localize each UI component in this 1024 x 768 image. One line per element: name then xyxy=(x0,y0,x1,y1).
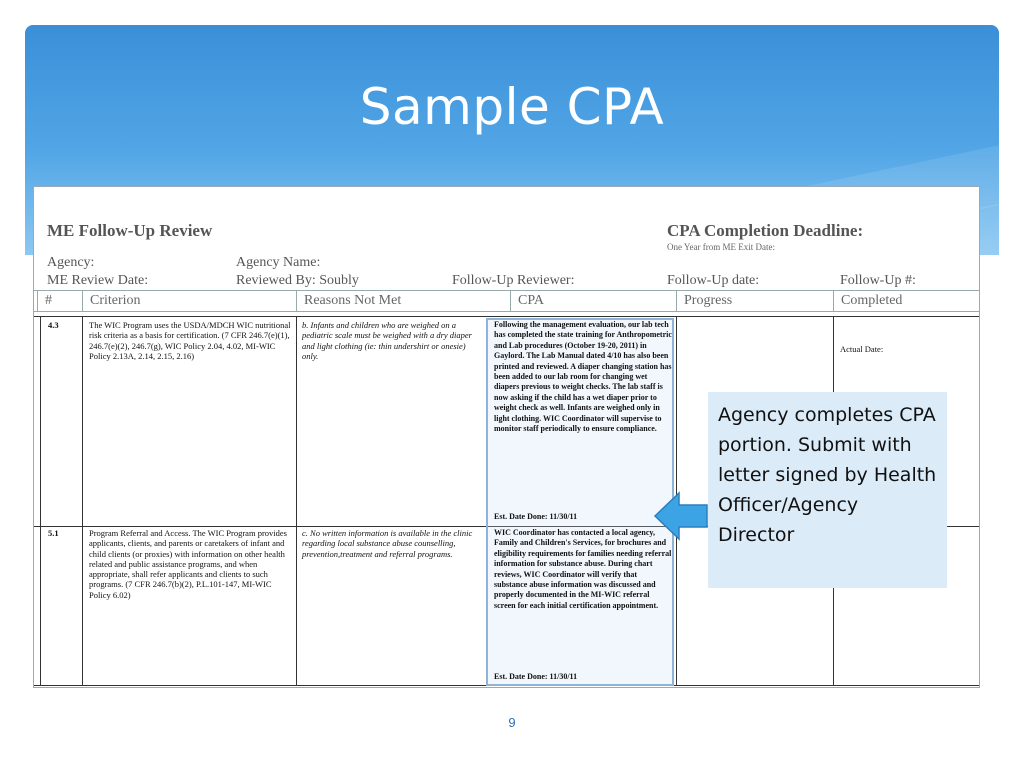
header-completed: Completed xyxy=(833,291,979,311)
row2-est-date: Est. Date Done: 11/30/11 xyxy=(494,672,578,681)
header-reasons: Reasons Not Met xyxy=(296,291,510,311)
row1-est-date: Est. Date Done: 11/30/11 xyxy=(494,512,578,521)
row1-criterion: The WIC Program uses the USDA/MDCH WIC nutritional risk criteria as a basis for certification. (7 CFR 246.7(e)(1), 246.7(e)(2), 246.7(g), WIC Policy 2.04, 4.02, MI-WIC Policy 2.13A, 2.14, 2.15, 2.16) xyxy=(89,320,291,361)
meta-agency-name: Agency Name: xyxy=(236,255,321,270)
meta-me-review-date: ME Review Date: xyxy=(47,273,149,288)
row1-num: 4.3 xyxy=(48,320,59,330)
table-header-row xyxy=(34,290,979,312)
slide-title: Sample CPA xyxy=(359,78,665,136)
document-right-title: CPA Completion Deadline: xyxy=(667,221,864,240)
header-progress: Progress xyxy=(676,291,833,311)
page-number: 9 xyxy=(508,715,516,730)
callout-box xyxy=(708,392,947,588)
table-rule xyxy=(34,316,979,317)
header-num: # xyxy=(37,291,82,311)
meta-follow-up-date: Follow-Up date: xyxy=(667,273,760,288)
row1-cpa: Following the management evaluation, our lab tech has completed the state training for Anthropometric and Lab procedures (October 19-20, 2011) in Gaylord. The Lab Manual dated 4/10 has also been printed and reviewed. A diaper changing station has been added to our lab room for changing wet diapers previous to weight checks. The lab staff is now asking if the child has a wet diaper prior to weight check as well. Infants are weighed only in light clothing. WIC Coordinator will supervise to monitor staff periodically to ensure compliance. xyxy=(494,320,672,434)
row1-completed: Actual Date: xyxy=(840,344,884,354)
table-rule xyxy=(40,316,41,686)
callout-text: Agency completes CPA portion. Submit with letter signed by Health Officer/Agency Director xyxy=(718,404,937,546)
meta-follow-up-reviewer: Follow-Up Reviewer: xyxy=(452,273,575,288)
meta-agency: Agency: xyxy=(47,255,95,270)
row2-criterion: Program Referral and Access. The WIC Program provides applicants, clients, and parents or caretakers of infant and child clients (or proxies) with information on other health related and public assistance programs, and when appropriate, shall refer applicants and clients to such programs. (7 CFR 246.7(b)(2), P.L.101-147, MI-WIC Policy 6.02) xyxy=(89,528,287,600)
document-left-title: ME Follow-Up Review xyxy=(47,221,213,240)
header-cpa: CPA xyxy=(510,291,676,311)
row2-reason: c. No written information is available in the clinic regarding local substance abuse counselling, prevention,treatment and referral programs. xyxy=(302,528,473,559)
left-arrow-icon xyxy=(653,490,709,542)
meta-follow-up-num: Follow-Up #: xyxy=(840,273,916,288)
table-rule xyxy=(82,316,83,686)
header-criterion: Criterion xyxy=(82,291,296,311)
row1-reason: b. Infants and children who are weighed on a pediatric scale must be weighed with a dry diaper and light clothing (ie: thin undershirt or onesie) only. xyxy=(302,320,472,361)
table-rule xyxy=(296,316,297,686)
row2-num: 5.1 xyxy=(48,528,59,538)
meta-reviewed-by: Reviewed By: Soubly xyxy=(236,273,359,288)
row2-cpa: WIC Coordinator has contacted a local agency, Family and Children's Services, for brochures and eligibility requirements for families needing referral information for substance abuse. During chart reviews, WIC Coordinator will verify that substance abuse information was discussed and properly documented in the MI-WIC referral screen for each initial certification appointment. xyxy=(494,528,672,610)
document-right-subtitle: One Year from ME Exit Date: xyxy=(667,242,775,252)
